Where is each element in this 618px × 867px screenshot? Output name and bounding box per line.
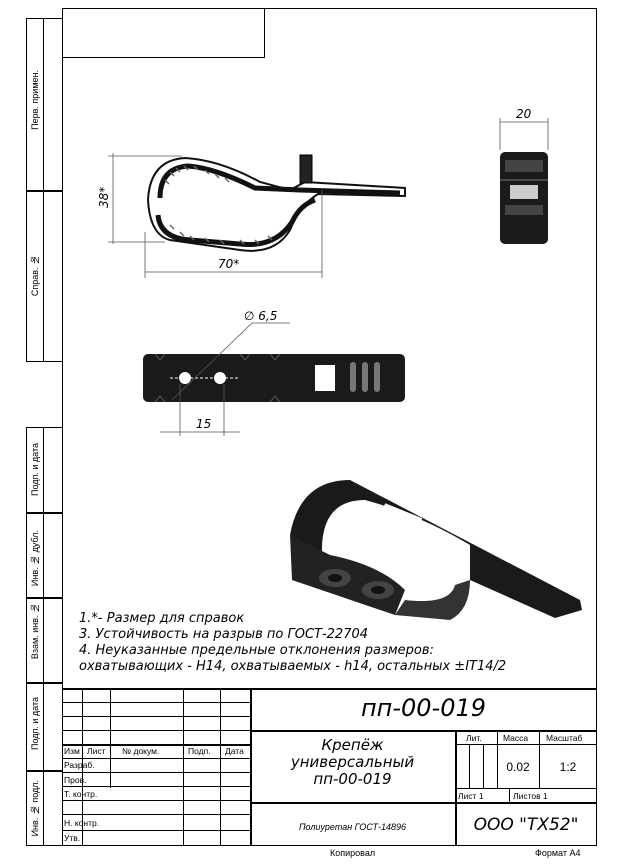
- material: Полиуретан ГОСТ-14896: [299, 822, 406, 832]
- scale-value: 1:2: [559, 760, 577, 774]
- mass-label: Масса: [503, 733, 529, 743]
- dim-width: 20: [516, 107, 532, 121]
- note-3: 3. Устойчивость на разрыв по ГОСТ-22704: [79, 627, 369, 642]
- sprav-no-label: Справ. №: [30, 255, 40, 297]
- dim-spacing: 15: [196, 417, 212, 431]
- row-tkontr: Т. контр.: [64, 789, 98, 799]
- dim-height: 38*: [97, 186, 111, 208]
- company: ООО "ТХ52": [473, 815, 579, 835]
- perv-primen-label: Перв. примен.: [30, 70, 40, 130]
- top-view: [143, 354, 405, 402]
- col-izm: Изм: [64, 746, 80, 756]
- col-podp: Подп.: [188, 746, 211, 756]
- part-name-line1: Крепёж: [321, 736, 384, 754]
- col-data: Дата: [225, 746, 244, 756]
- note-4: 4. Неуказанные предельные отклонения размеров:: [79, 643, 434, 658]
- part-name-line3: пп-00-019: [313, 770, 392, 788]
- inv-podl-label: Инв. № подл.: [30, 780, 40, 837]
- sheet-label: Лист 1: [458, 791, 484, 801]
- copied-label: Копировал: [330, 848, 376, 858]
- dim-length: 70*: [218, 257, 240, 271]
- scale-label: Масштаб: [546, 733, 583, 743]
- part-name-line2: универсальный: [290, 753, 415, 771]
- col-list: Лист: [87, 746, 106, 756]
- note-4-cont: охватывающих - H14, охватываемых - h14, остальных ±IT14/2: [79, 659, 507, 674]
- side-view: [500, 107, 548, 244]
- front-view: [148, 155, 405, 251]
- format-label: Формат А4: [535, 848, 581, 858]
- isometric-view: [290, 480, 582, 620]
- part-name: [250, 737, 455, 788]
- podp-data-label-2: Подп. и дата: [30, 697, 40, 751]
- sheets-label: Листов 1: [513, 791, 548, 801]
- lit-label: Лит.: [466, 733, 482, 743]
- note-1: 1.*- Размер для справок: [79, 611, 245, 626]
- podp-data-label-1: Подп. и дата: [30, 443, 40, 497]
- col-doc: № докум.: [122, 746, 160, 756]
- vzam-inv-label: Взам. инв. №: [30, 603, 40, 660]
- row-utv: Утв.: [64, 833, 81, 843]
- mass-value: 0.02: [506, 760, 530, 774]
- inv-dubl-label: Инв. № дубл.: [30, 530, 40, 587]
- row-razrab: Разраб.: [64, 760, 95, 770]
- row-nkontr: Н. контр.: [64, 818, 100, 828]
- dim-hole: ∅ 6,5: [244, 309, 278, 323]
- row-prov: Пров.: [64, 775, 87, 785]
- designation: пп-00-019: [360, 694, 487, 722]
